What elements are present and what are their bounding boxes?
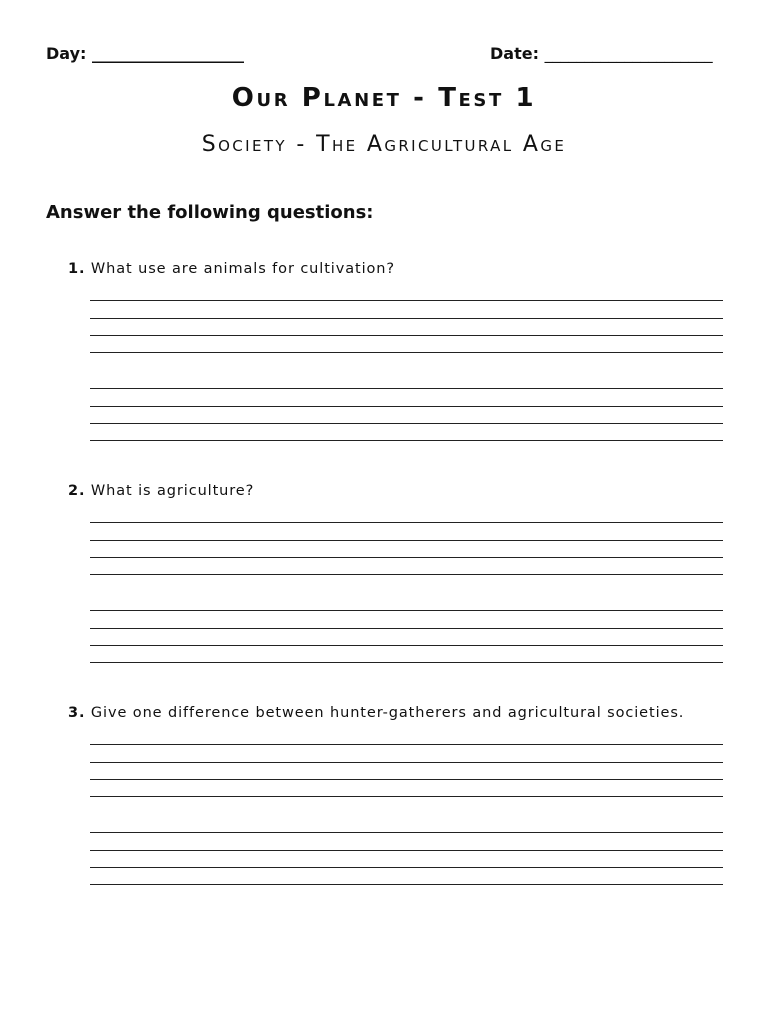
answer-line[interactable] <box>90 796 723 797</box>
question-prompt: What use are animals for cultivation? <box>90 261 395 277</box>
question-number: 3. <box>68 705 86 721</box>
question-3-text <box>68 705 684 721</box>
answer-line[interactable] <box>90 318 723 319</box>
date-blank[interactable]: _____________________ <box>544 44 713 63</box>
answer-line[interactable] <box>90 406 723 407</box>
day-field[interactable] <box>46 44 244 63</box>
answer-line[interactable] <box>90 744 723 745</box>
answer-line[interactable] <box>90 867 723 868</box>
answer-line[interactable] <box>90 440 723 441</box>
answer-line[interactable] <box>90 762 723 763</box>
question-number: 1. <box>68 261 86 277</box>
page-subtitle: Society - The Agricultural Age <box>201 132 567 157</box>
answer-line[interactable] <box>90 884 723 885</box>
page-title: Our Planet - Test 1 <box>231 83 537 113</box>
answer-line[interactable] <box>90 423 723 424</box>
question-prompt: Give one difference between hunter-gatherers and agricultural societies. <box>90 705 685 721</box>
answer-line[interactable] <box>90 335 723 336</box>
answer-line[interactable] <box>90 850 723 851</box>
answer-line[interactable] <box>90 662 723 663</box>
day-label: Day: <box>46 44 87 63</box>
answer-line[interactable] <box>90 540 723 541</box>
answer-line[interactable] <box>90 522 723 523</box>
question-1-text <box>68 261 395 277</box>
question-number: 2. <box>68 483 86 499</box>
answer-line[interactable] <box>90 628 723 629</box>
answer-line[interactable] <box>90 574 723 575</box>
day-blank[interactable]: ___________________ <box>92 44 244 63</box>
answer-line[interactable] <box>90 352 723 353</box>
answer-line[interactable] <box>90 779 723 780</box>
date-field[interactable] <box>490 44 713 63</box>
answer-line[interactable] <box>90 557 723 558</box>
answer-line[interactable] <box>90 610 723 611</box>
answer-line[interactable] <box>90 645 723 646</box>
answer-line[interactable] <box>90 388 723 389</box>
date-label: Date: <box>490 44 539 63</box>
question-prompt: What is agriculture? <box>90 483 255 499</box>
answer-line[interactable] <box>90 300 723 301</box>
question-2-text <box>68 483 254 499</box>
instructions-heading: Answer the following questions: <box>46 202 374 223</box>
answer-line[interactable] <box>90 832 723 833</box>
